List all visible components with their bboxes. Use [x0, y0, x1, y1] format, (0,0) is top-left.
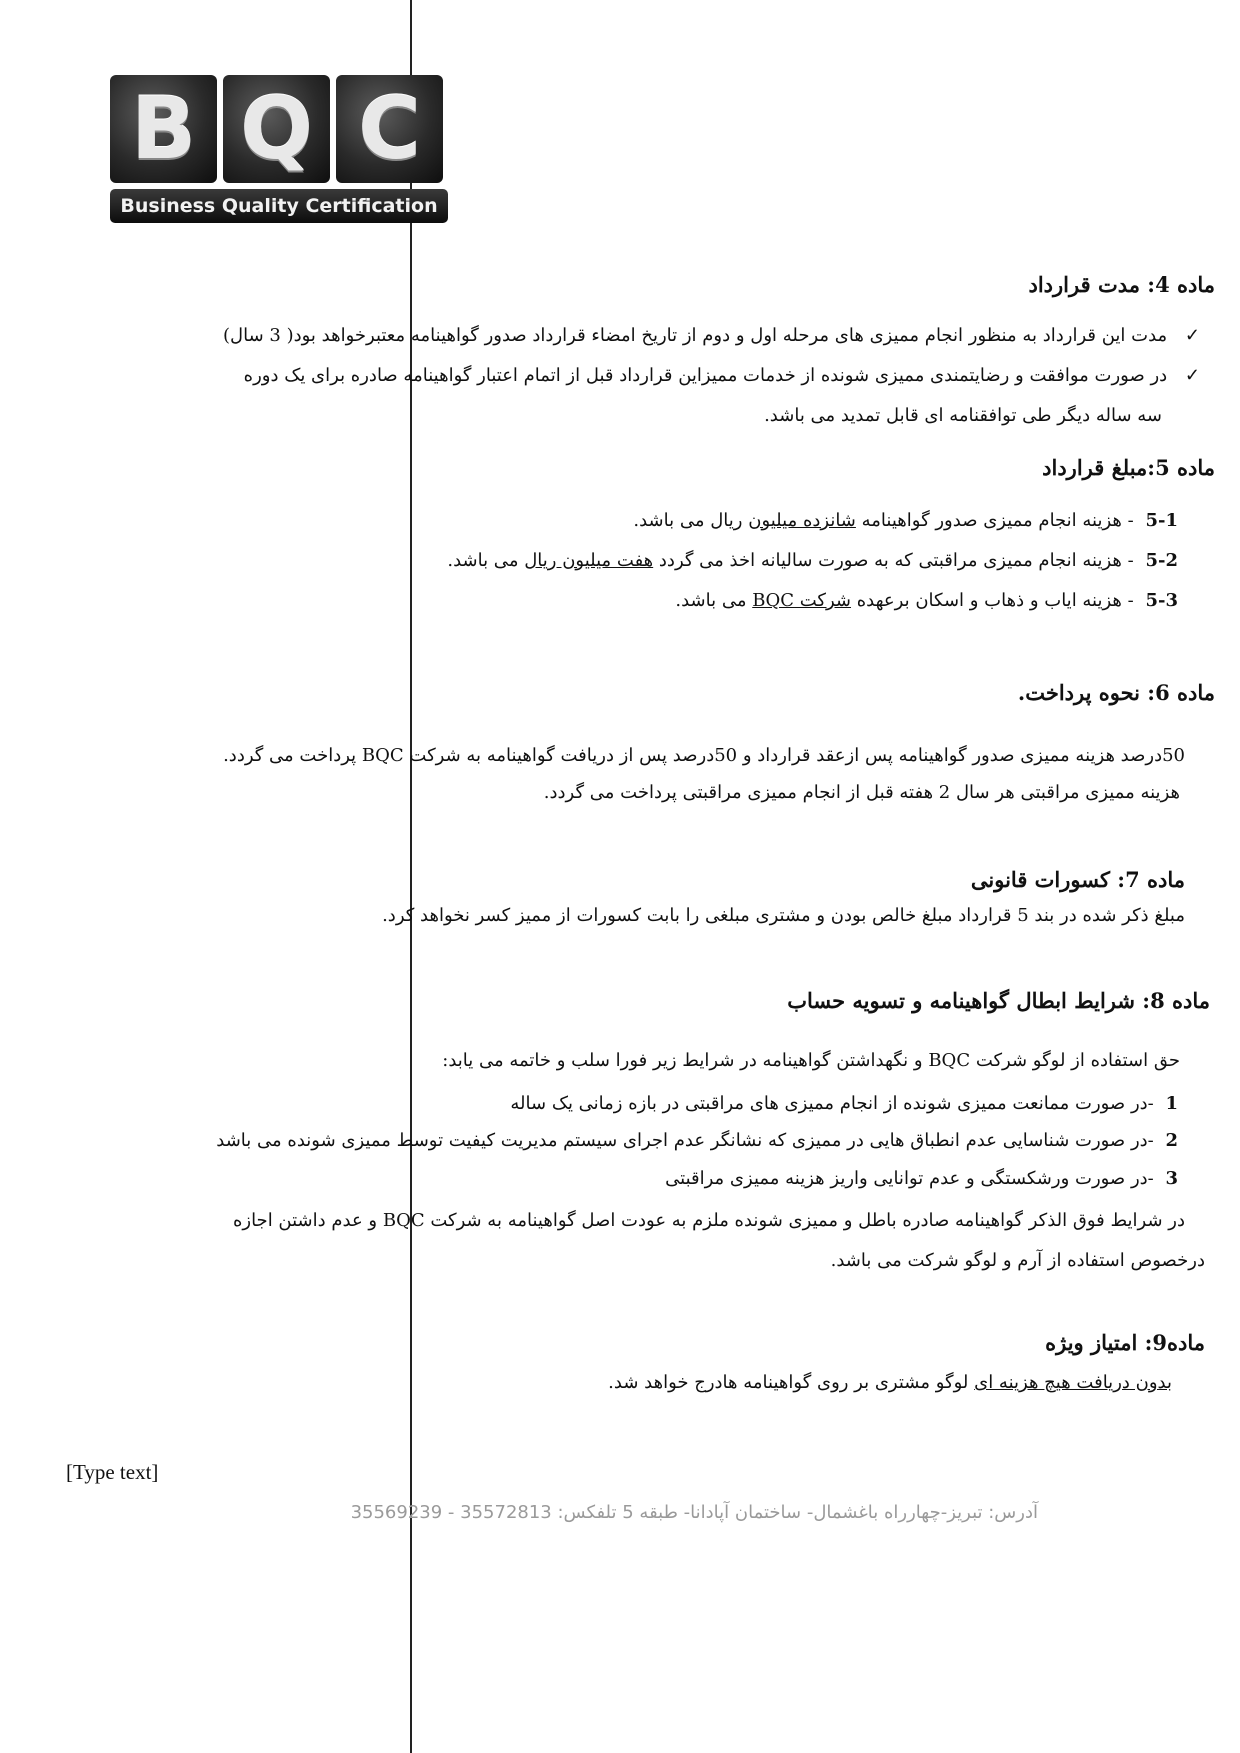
item-text: -در صورت ورشکستگی و عدم توانایی واریز هزینه ممیزی مراقبتی	[665, 1168, 1154, 1189]
article-9-line	[608, 1372, 1172, 1393]
article-4-item-1-text: مدت این قرارداد به منظور انجام ممیزی های مرحله اول و دوم از تاریخ امضاء قرارداد صدور گواهینامه معتبرخواهد بود( 3 سال)	[223, 325, 1168, 346]
checkmark-icon: ✓	[1184, 365, 1200, 386]
article-8-intro: حق استفاده از لوگو شرکت BQC و نگهداشتن گواهینامه در شرایط زیر فورا سلب و خاتمه می یابد:	[442, 1050, 1180, 1071]
checkmark-icon: ✓	[1184, 325, 1200, 346]
item-text: -در صورت شناسایی عدم انطباق هایی در ممیزی که نشانگر عدم اجرای سیستم مدیریت کیفیت توسط ممیزی شونده می باشد	[216, 1130, 1154, 1151]
article-8-closing-2: درخصوص استفاده از آرم و لوگو شرکت می باشد.	[830, 1250, 1205, 1271]
footer-address: آدرس: تبریز-چهارراه باغشمال- ساختمان آپادانا- طبقه 5 تلفکس: 35572813 - 35569239	[350, 1502, 1038, 1523]
article-7-heading: ماده 7: کسورات قانونی	[970, 867, 1185, 892]
article-6-line-1: 50درصد هزینه ممیزی صدور گواهینامه پس ازعقد قرارداد و 50درصد پس از دریافت گواهینامه به شرکت BQC پرداخت می گردد.	[223, 745, 1185, 766]
article-8-heading: ماده 8: شرایط ابطال گواهینامه و تسویه حساب	[787, 988, 1210, 1013]
article-7-line: مبلغ ذکر شده در بند 5 قرارداد مبلغ خالص بودن و مشتری مبلغی را بابت کسورات از ممیز کسر نخواهد کرد.	[382, 905, 1185, 926]
article-9-underlined: بدون دریافت هیچ هزینه ای	[974, 1372, 1172, 1393]
article-9-heading: ماده9: امتیاز ویژه	[1045, 1330, 1205, 1355]
article-4-item-2-text: در صورت موافقت و رضایتمندی ممیزی شونده از خدمات ممیزاین قرارداد قبل از اتمام اعتبار گواهینامه صادره برای یک دوره	[243, 365, 1168, 386]
article-6-line-2: هزینه ممیزی مراقبتی هر سال 2 هفته قبل از انجام ممیزی مراقبتی پرداخت می گردد.	[543, 782, 1180, 803]
item-number: 1	[1165, 1093, 1178, 1114]
logo-letter-c: C	[336, 75, 443, 183]
article-5-item-3	[675, 590, 1178, 611]
item-text: - هزینه انجام ممیزی صدور گواهینامه	[861, 510, 1134, 531]
logo-tagline: Business Quality Certification	[110, 189, 448, 223]
article-8-item-3	[665, 1168, 1178, 1189]
article-8-item-1	[510, 1093, 1178, 1114]
article-4-item-2	[244, 365, 1200, 386]
company-underlined: شرکت BQC	[752, 590, 851, 611]
article-5-item-1	[633, 510, 1178, 531]
article-4-item-1	[223, 325, 1200, 346]
amount-underlined: شانزده میلیون	[748, 510, 856, 531]
bqc-logo	[110, 75, 450, 230]
article-8-item-2	[216, 1130, 1178, 1151]
item-number: 5-1	[1145, 510, 1178, 531]
item-number: 5-3	[1145, 590, 1178, 611]
item-text-end: می باشد.	[675, 590, 747, 611]
scan-vertical-line	[410, 0, 412, 1753]
item-text: - هزینه ایاب و ذهاب و اسکان برعهده	[856, 590, 1134, 611]
footer-placeholder: [Type text]	[66, 1460, 159, 1484]
article-4-continuation: سه ساله دیگر طی توافقنامه ای قابل تمدید می باشد.	[764, 405, 1162, 426]
item-text: - هزینه انجام ممیزی مراقبتی که به صورت سالیانه اخذ می گردد	[658, 550, 1134, 571]
item-number: 3	[1165, 1168, 1178, 1189]
item-text-end: می باشد.	[447, 550, 519, 571]
logo-letter-q: Q	[223, 75, 330, 183]
article-6-heading: ماده 6: نحوه پرداخت.	[1017, 680, 1215, 705]
item-text: -در صورت ممانعت ممیزی شونده از انجام ممیزی های مراقبتی در بازه زمانی یک ساله	[510, 1093, 1154, 1114]
article-5-item-2	[447, 550, 1178, 571]
item-number: 2	[1165, 1130, 1178, 1151]
logo-tiles	[110, 75, 450, 183]
item-number: 5-2	[1145, 550, 1178, 571]
article-9-rest: لوگو مشتری بر روی گواهینامه هادرج خواهد شد.	[608, 1372, 969, 1393]
article-8-closing-1: در شرایط فوق الذکر گواهینامه صادره باطل و ممیزی شونده ملزم به عودت اصل گواهینامه به شرکت BQC و عدم داشتن اجازه	[232, 1210, 1185, 1231]
amount-underlined: هفت میلیون ریال	[524, 550, 654, 571]
item-text-end: ریال می باشد.	[633, 510, 743, 531]
article-5-heading: ماده 5:مبلغ قرارداد	[1042, 455, 1215, 480]
logo-letter-b: B	[110, 75, 217, 183]
article-4-heading: ماده 4: مدت قرارداد	[1028, 272, 1215, 297]
